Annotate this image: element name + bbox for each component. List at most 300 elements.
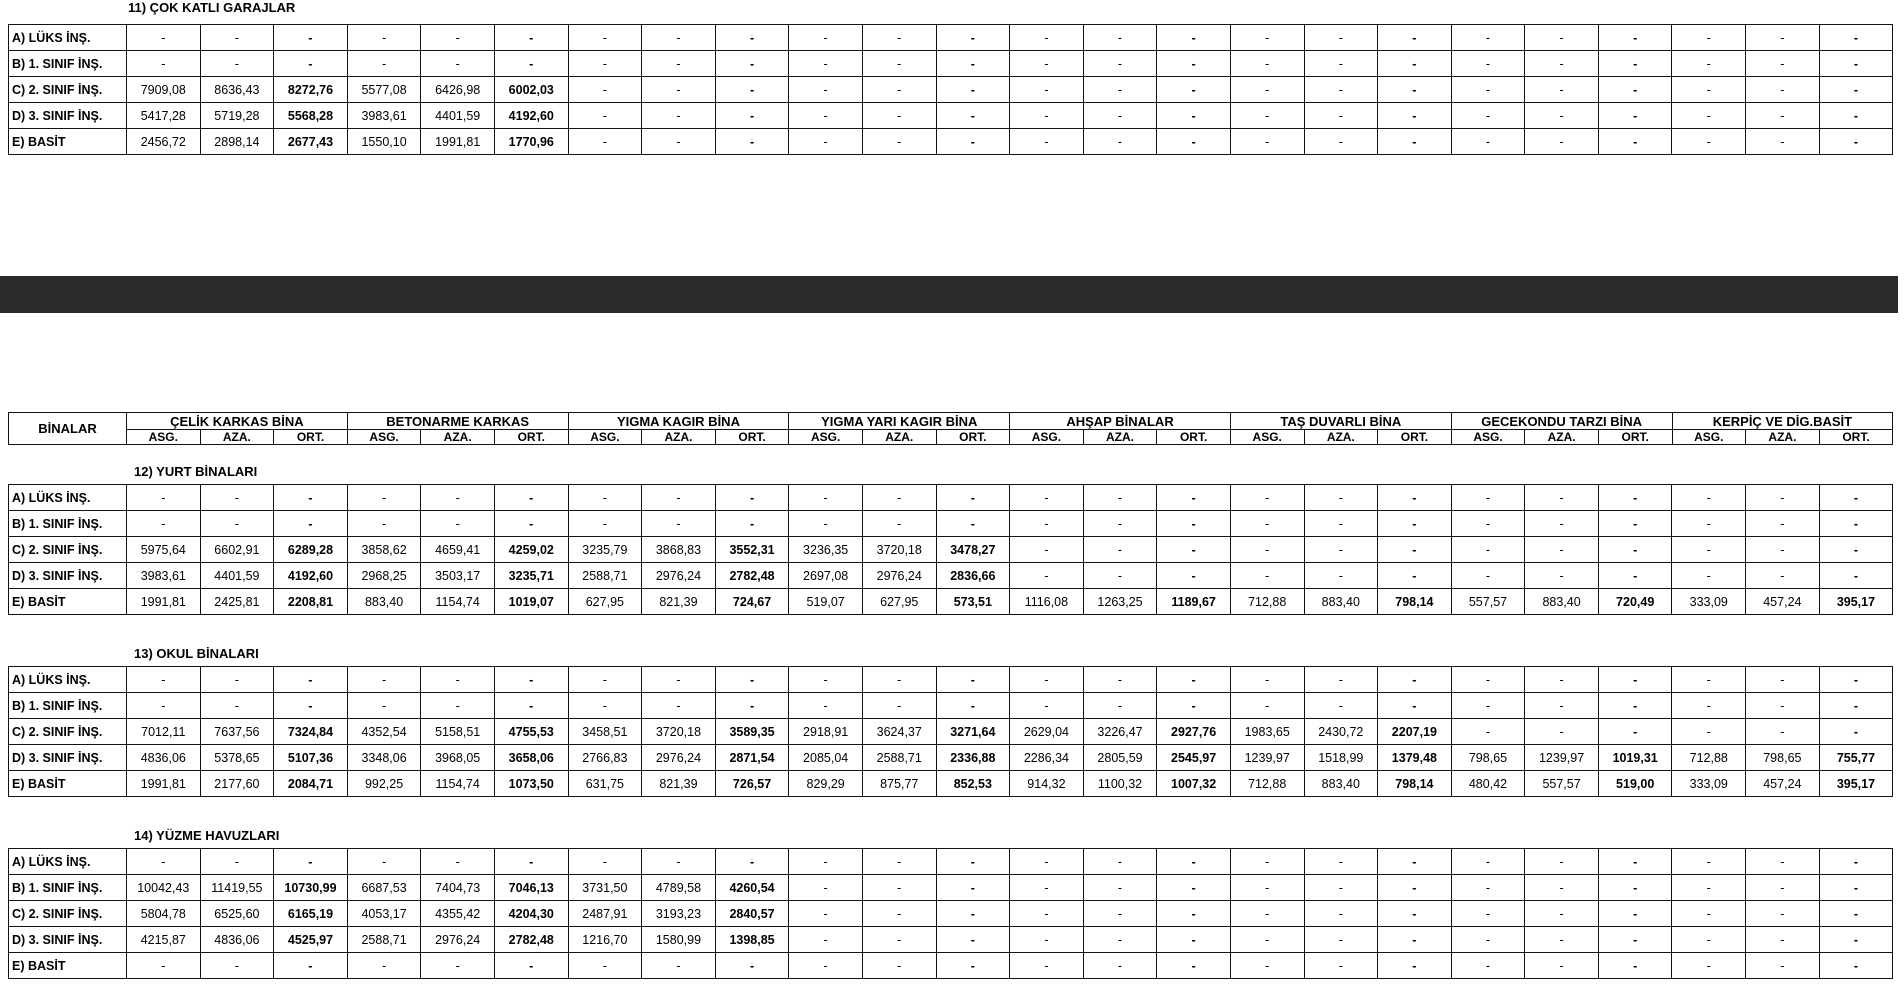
table-cell: - (1378, 693, 1452, 719)
table-cell: 2976,24 (862, 563, 936, 589)
table-cell: 3226,47 (1083, 719, 1157, 745)
table-row (9, 771, 1893, 797)
table-cell: - (568, 103, 642, 129)
table-cell: - (936, 953, 1010, 979)
table-cell: - (1010, 901, 1084, 927)
table-cell: - (936, 51, 1010, 77)
table-cell: 4755,53 (494, 719, 568, 745)
table-cell: 631,75 (568, 771, 642, 797)
table-cell: 798,14 (1378, 771, 1452, 797)
table-cell: - (1083, 51, 1157, 77)
table-cell: - (1525, 563, 1599, 589)
table-cell: 1019,07 (494, 589, 568, 615)
table-cell: - (1598, 511, 1672, 537)
table-cell: - (789, 901, 863, 927)
table-cell: - (1010, 953, 1084, 979)
table-cell: - (1746, 25, 1820, 51)
table-cell: - (1378, 129, 1452, 155)
row-label: C) 2. SINIF İNŞ. (9, 901, 127, 927)
table-cell: 4053,17 (347, 901, 421, 927)
table-cell: 712,88 (1230, 589, 1304, 615)
table-cell: - (494, 849, 568, 875)
header-subcolumn: AZA. (862, 430, 936, 445)
table-cell: 5417,28 (127, 103, 201, 129)
table-cell: 480,42 (1451, 771, 1525, 797)
table-cell: - (1010, 103, 1084, 129)
table-cell: 3589,35 (715, 719, 789, 745)
table-cell: 2697,08 (789, 563, 863, 589)
header-subcolumn: AZA. (1525, 430, 1599, 445)
table-cell: 4204,30 (494, 901, 568, 927)
schools-table (8, 666, 1893, 797)
table-cell: - (1230, 563, 1304, 589)
table-cell: 3235,71 (494, 563, 568, 589)
table-cell: - (1672, 667, 1746, 693)
row-label: C) 2. SINIF İNŞ. (9, 537, 127, 563)
table-cell: - (1083, 667, 1157, 693)
row-label: D) 3. SINIF İNŞ. (9, 927, 127, 953)
table-cell: - (1672, 103, 1746, 129)
header-subcolumn: ASG. (347, 430, 421, 445)
table-cell: 5107,36 (274, 745, 348, 771)
table-cell: 5568,28 (274, 103, 348, 129)
table-cell: - (494, 693, 568, 719)
table-cell: 755,77 (1819, 745, 1893, 771)
table-cell: 395,17 (1819, 771, 1893, 797)
table-cell: - (1451, 667, 1525, 693)
table-cell: 798,65 (1451, 745, 1525, 771)
table-cell: 4352,54 (347, 719, 421, 745)
table-cell: - (1525, 537, 1599, 563)
table-cell: - (936, 693, 1010, 719)
table-cell: 2588,71 (347, 927, 421, 953)
row-label: D) 3. SINIF İNŞ. (9, 103, 127, 129)
table-cell: - (789, 51, 863, 77)
table-cell: - (862, 103, 936, 129)
table-cell: 2976,24 (642, 563, 716, 589)
table-cell: 4401,59 (200, 563, 274, 589)
table-cell: 6602,91 (200, 537, 274, 563)
table-cell: 8636,43 (200, 77, 274, 103)
table-cell: 1116,08 (1010, 589, 1084, 615)
table-cell: - (1819, 693, 1893, 719)
table-cell: 712,88 (1230, 771, 1304, 797)
table-cell: 2456,72 (127, 129, 201, 155)
table-cell: - (1746, 537, 1820, 563)
row-label: D) 3. SINIF İNŞ. (9, 563, 127, 589)
table-row (9, 953, 1893, 979)
header-group: ÇELİK KARKAS BİNA (127, 413, 348, 430)
table-cell: - (274, 25, 348, 51)
header-subcolumn: ASG. (1230, 430, 1304, 445)
table-cell: - (1819, 927, 1893, 953)
table-cell: - (494, 511, 568, 537)
table-cell: - (1746, 849, 1820, 875)
table-cell: - (1010, 563, 1084, 589)
table-cell: - (715, 511, 789, 537)
header-subcolumn: AZA. (1083, 430, 1157, 445)
table-cell: - (715, 129, 789, 155)
table-cell: 2588,71 (862, 745, 936, 771)
table-cell: 4192,60 (494, 103, 568, 129)
table-cell: - (1083, 511, 1157, 537)
table-cell: - (1304, 25, 1378, 51)
table-cell: - (1230, 875, 1304, 901)
table-cell: 3720,18 (642, 719, 716, 745)
table-cell: - (1451, 719, 1525, 745)
table-cell: - (1230, 953, 1304, 979)
table-cell: - (1378, 103, 1452, 129)
table-cell: 4836,06 (200, 927, 274, 953)
table-cell: - (936, 901, 1010, 927)
table-cell: - (1378, 667, 1452, 693)
table-cell: 2208,81 (274, 589, 348, 615)
table-cell: 883,40 (347, 589, 421, 615)
table-cell: - (1083, 25, 1157, 51)
header-subcolumn: ASG. (789, 430, 863, 445)
table-cell: 4836,06 (127, 745, 201, 771)
table-cell: 2871,54 (715, 745, 789, 771)
table-cell: - (1230, 77, 1304, 103)
table-cell: - (1230, 667, 1304, 693)
table-cell: - (1746, 927, 1820, 953)
table-row (9, 719, 1893, 745)
table-cell: - (494, 953, 568, 979)
header-group: AHŞAP BİNALAR (1010, 413, 1231, 430)
table-cell: 2207,19 (1378, 719, 1452, 745)
table-cell: - (936, 875, 1010, 901)
table-cell: - (494, 51, 568, 77)
table-cell: 2976,24 (642, 745, 716, 771)
table-cell: - (1010, 485, 1084, 511)
table-cell: - (1010, 25, 1084, 51)
table-cell: - (1525, 25, 1599, 51)
table-cell: - (1746, 77, 1820, 103)
table-cell: - (1746, 511, 1820, 537)
table-cell: - (1525, 667, 1599, 693)
header-subcolumn: ORT. (1598, 430, 1672, 445)
table-row (9, 589, 1893, 615)
table-cell: - (1819, 901, 1893, 927)
table-cell: - (1378, 901, 1452, 927)
column-header-table (8, 412, 1893, 445)
table-cell: - (421, 51, 495, 77)
header-subcolumn: AZA. (642, 430, 716, 445)
table-cell: - (1819, 129, 1893, 155)
table-cell: - (1230, 51, 1304, 77)
table-cell: 1154,74 (421, 589, 495, 615)
table-cell: - (1010, 875, 1084, 901)
table-cell: - (1083, 537, 1157, 563)
table-cell: - (642, 667, 716, 693)
table-cell: - (862, 25, 936, 51)
table-cell: - (1451, 563, 1525, 589)
table-cell: 1770,96 (494, 129, 568, 155)
table-cell: - (936, 849, 1010, 875)
table-cell: - (1378, 563, 1452, 589)
table-cell: - (1451, 51, 1525, 77)
table-cell: 1398,85 (715, 927, 789, 953)
table-cell: - (1672, 927, 1746, 953)
table-cell: 720,49 (1598, 589, 1672, 615)
table-cell: - (862, 693, 936, 719)
table-cell: - (1304, 103, 1378, 129)
table-cell: - (1672, 25, 1746, 51)
table-cell: 519,07 (789, 589, 863, 615)
table-cell: 798,65 (1746, 745, 1820, 771)
table-cell: - (1083, 693, 1157, 719)
section-title-schools: 13) OKUL BİNALARI (134, 646, 259, 661)
table-cell: - (568, 953, 642, 979)
table-cell: 6525,60 (200, 901, 274, 927)
page-separator-band (0, 276, 1898, 313)
header-group: KERPİÇ VE DİG.BASİT (1672, 413, 1893, 430)
table-cell: - (862, 129, 936, 155)
table-cell: 4659,41 (421, 537, 495, 563)
table-cell: - (715, 667, 789, 693)
table-cell: - (421, 25, 495, 51)
table-cell: - (1378, 537, 1452, 563)
table-cell: - (1672, 537, 1746, 563)
header-group: YIGMA YARI KAGIR BİNA (789, 413, 1010, 430)
table-cell: 1991,81 (127, 589, 201, 615)
table-cell: 627,95 (862, 589, 936, 615)
table-cell: 2840,57 (715, 901, 789, 927)
table-cell: - (421, 849, 495, 875)
table-cell: - (642, 25, 716, 51)
table-cell: - (1304, 563, 1378, 589)
table-cell: 627,95 (568, 589, 642, 615)
table-cell: - (200, 693, 274, 719)
table-cell: - (1157, 667, 1231, 693)
table-cell: 7324,84 (274, 719, 348, 745)
table-row (9, 875, 1893, 901)
header-group: YIGMA KAGIR BİNA (568, 413, 789, 430)
table-cell: - (1451, 537, 1525, 563)
table-cell: 992,25 (347, 771, 421, 797)
table-cell: - (1746, 103, 1820, 129)
table-cell: - (1746, 563, 1820, 589)
table-cell: - (1157, 927, 1231, 953)
table-cell: - (715, 77, 789, 103)
table-cell: - (1525, 103, 1599, 129)
table-cell: 1983,65 (1230, 719, 1304, 745)
table-cell: - (1010, 693, 1084, 719)
table-cell: - (1819, 875, 1893, 901)
table-cell: 5975,64 (127, 537, 201, 563)
table-cell: 2084,71 (274, 771, 348, 797)
table-cell: - (1598, 537, 1672, 563)
table-cell: 1189,67 (1157, 589, 1231, 615)
table-cell: - (862, 485, 936, 511)
table-cell: - (274, 667, 348, 693)
section-title-swimming-pools: 14) YÜZME HAVUZLARI (134, 828, 280, 843)
table-cell: 5158,51 (421, 719, 495, 745)
table-cell: - (1230, 511, 1304, 537)
header-subcolumn: ASG. (1451, 430, 1525, 445)
table-cell: - (1378, 953, 1452, 979)
section-title-garages: 11) ÇOK KATLI GARAJLAR (128, 0, 296, 15)
header-subcolumn: ASG. (1010, 430, 1084, 445)
table-cell: 7909,08 (127, 77, 201, 103)
table-cell: 2286,34 (1010, 745, 1084, 771)
table-cell: - (1598, 77, 1672, 103)
table-cell: - (200, 51, 274, 77)
table-cell: - (568, 693, 642, 719)
table-cell: - (1746, 953, 1820, 979)
swimming-pools-table (8, 848, 1893, 979)
table-cell: 557,57 (1451, 589, 1525, 615)
table-cell: - (1598, 103, 1672, 129)
table-cell: 6165,19 (274, 901, 348, 927)
table-cell: 457,24 (1746, 589, 1820, 615)
table-cell: - (789, 485, 863, 511)
row-label: A) LÜKS İNŞ. (9, 25, 127, 51)
table-cell: - (1819, 849, 1893, 875)
table-cell: - (1157, 129, 1231, 155)
table-cell: 2782,48 (494, 927, 568, 953)
table-cell: - (789, 25, 863, 51)
table-cell: - (1010, 927, 1084, 953)
table-cell: - (1083, 901, 1157, 927)
table-cell: 1991,81 (421, 129, 495, 155)
table-cell: - (1157, 849, 1231, 875)
table-cell: 1154,74 (421, 771, 495, 797)
table-cell: - (1230, 103, 1304, 129)
table-row (9, 927, 1893, 953)
table-cell: - (127, 485, 201, 511)
table-cell: - (1819, 77, 1893, 103)
header-buildings: BİNALAR (9, 413, 127, 445)
table-cell: - (642, 485, 716, 511)
table-cell: - (568, 129, 642, 155)
table-cell: 1019,31 (1598, 745, 1672, 771)
header-subcolumn: ASG. (568, 430, 642, 445)
table-cell: 2677,43 (274, 129, 348, 155)
table-cell: - (1819, 485, 1893, 511)
table-cell: - (1157, 511, 1231, 537)
table-cell: - (1010, 77, 1084, 103)
table-cell: - (936, 25, 1010, 51)
table-cell: - (642, 129, 716, 155)
table-cell: - (1378, 849, 1452, 875)
table-cell: 1580,99 (642, 927, 716, 953)
table-cell: - (1083, 103, 1157, 129)
table-row (9, 485, 1893, 511)
row-label: C) 2. SINIF İNŞ. (9, 719, 127, 745)
row-label: B) 1. SINIF İNŞ. (9, 875, 127, 901)
table-cell: - (1010, 129, 1084, 155)
table-cell: - (1598, 953, 1672, 979)
table-row (9, 51, 1893, 77)
table-cell: - (936, 927, 1010, 953)
table-cell: 3624,37 (862, 719, 936, 745)
table-cell: - (642, 693, 716, 719)
table-cell: 1073,50 (494, 771, 568, 797)
table-cell: 5577,08 (347, 77, 421, 103)
table-cell: 4192,60 (274, 563, 348, 589)
table-cell: - (1451, 849, 1525, 875)
table-cell: 1263,25 (1083, 589, 1157, 615)
table-cell: - (1598, 849, 1672, 875)
table-cell: - (421, 667, 495, 693)
table-cell: - (1672, 719, 1746, 745)
table-cell: - (1525, 693, 1599, 719)
table-cell: - (1525, 901, 1599, 927)
table-row (9, 537, 1893, 563)
table-cell: - (1083, 849, 1157, 875)
table-cell: - (1672, 51, 1746, 77)
table-cell: - (1746, 901, 1820, 927)
header-group: TAŞ DUVARLI BİNA (1230, 413, 1451, 430)
table-cell: - (274, 849, 348, 875)
table-cell: - (642, 103, 716, 129)
table-cell: 883,40 (1304, 771, 1378, 797)
table-cell: 7404,73 (421, 875, 495, 901)
table-cell: - (862, 511, 936, 537)
table-cell: - (127, 51, 201, 77)
table-cell: - (862, 875, 936, 901)
table-cell: 4401,59 (421, 103, 495, 129)
table-cell: 3983,61 (347, 103, 421, 129)
section-title-dormitories: 12) YURT BİNALARI (134, 464, 258, 479)
table-cell: - (1525, 849, 1599, 875)
table-cell: - (568, 77, 642, 103)
table-cell: - (936, 103, 1010, 129)
table-cell: 3236,35 (789, 537, 863, 563)
table-cell: - (862, 667, 936, 693)
table-cell: 1518,99 (1304, 745, 1378, 771)
table-cell: - (789, 511, 863, 537)
table-cell: - (1010, 537, 1084, 563)
table-cell: 457,24 (1746, 771, 1820, 797)
table-cell: - (1598, 927, 1672, 953)
row-label: C) 2. SINIF İNŞ. (9, 77, 127, 103)
table-cell: - (1157, 537, 1231, 563)
table-cell: - (1378, 77, 1452, 103)
table-cell: - (1746, 485, 1820, 511)
header-subcolumn: AZA. (1304, 430, 1378, 445)
header-subcolumn: ORT. (1819, 430, 1893, 445)
table-cell: - (715, 485, 789, 511)
table-cell: - (1157, 103, 1231, 129)
table-cell: 2805,59 (1083, 745, 1157, 771)
table-cell: 10042,43 (127, 875, 201, 901)
table-cell: - (274, 485, 348, 511)
table-cell: - (568, 849, 642, 875)
table-cell: - (1598, 901, 1672, 927)
table-cell: - (1819, 953, 1893, 979)
table-cell: 4525,97 (274, 927, 348, 953)
table-cell: - (1746, 875, 1820, 901)
table-cell: 3478,27 (936, 537, 1010, 563)
table-cell: - (568, 51, 642, 77)
table-cell: 726,57 (715, 771, 789, 797)
table-cell: - (200, 849, 274, 875)
table-cell: 2430,72 (1304, 719, 1378, 745)
table-cell: - (1819, 511, 1893, 537)
header-subcolumn: ORT. (715, 430, 789, 445)
table-cell: 4260,54 (715, 875, 789, 901)
table-cell: - (347, 51, 421, 77)
table-cell: - (1378, 51, 1452, 77)
header-group: GECEKONDU TARZI BİNA (1451, 413, 1672, 430)
table-cell: 2918,91 (789, 719, 863, 745)
table-cell: - (1157, 875, 1231, 901)
row-label: E) BASİT (9, 129, 127, 155)
table-cell: - (1378, 875, 1452, 901)
table-cell: - (862, 953, 936, 979)
